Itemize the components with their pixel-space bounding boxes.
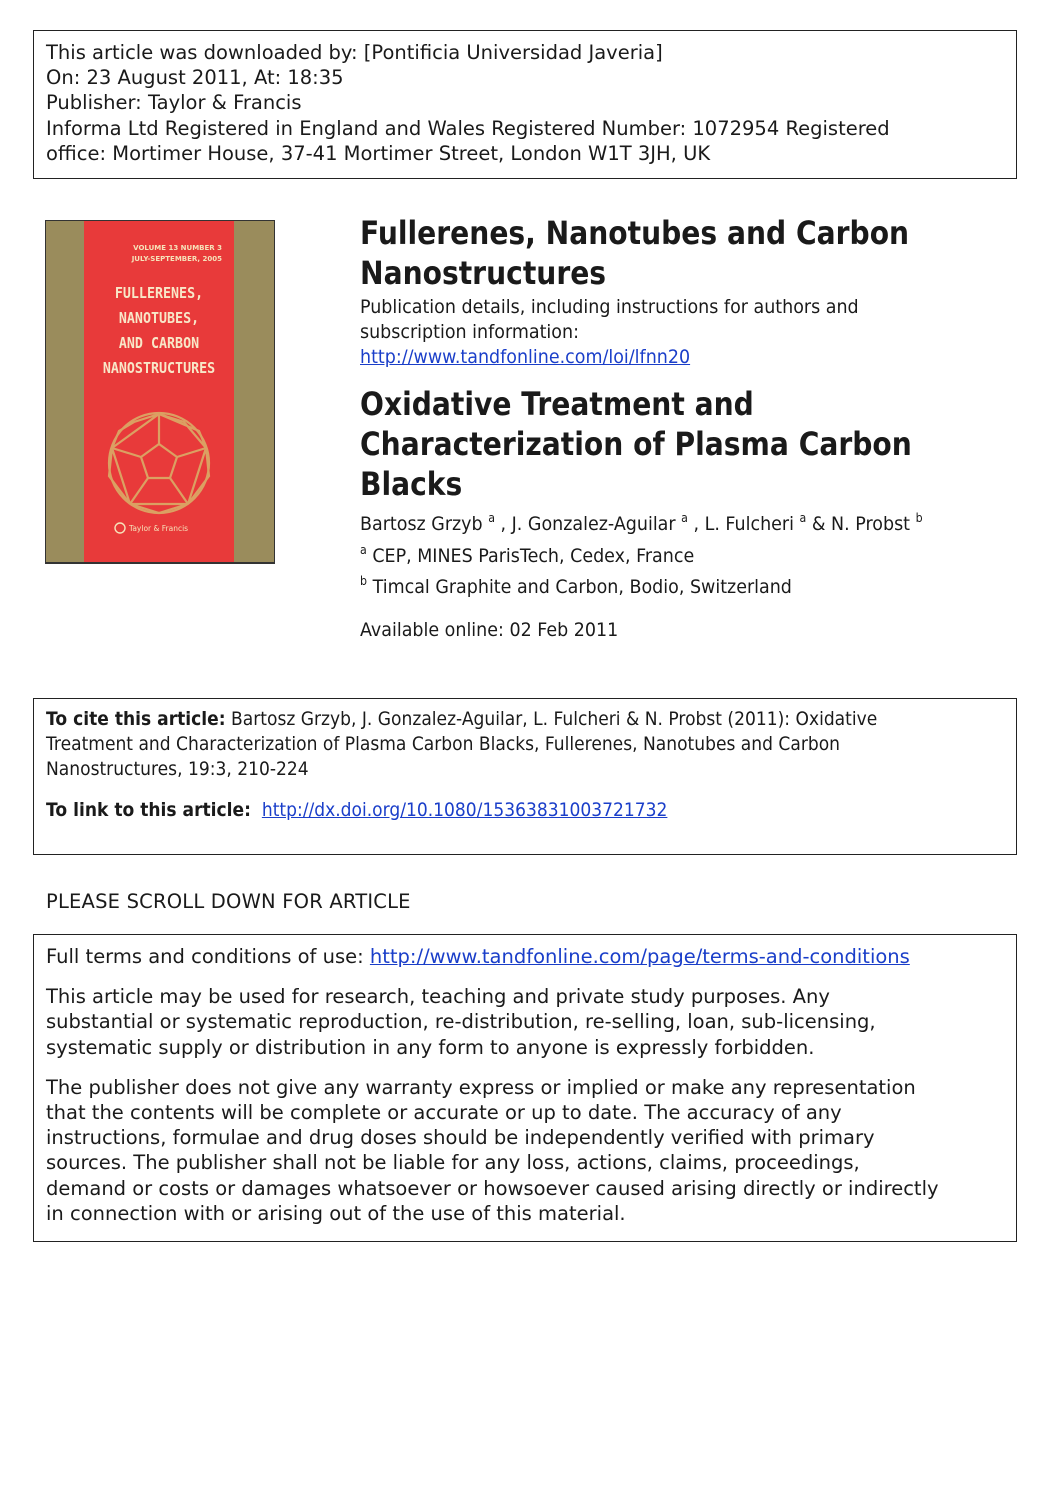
scroll-down-note: PLEASE SCROLL DOWN FOR ARTICLE (46, 890, 411, 913)
download-line: Informa Ltd Registered in England and Wales Registered Number: 1072954 Registered (46, 116, 890, 140)
terms-link[interactable]: http://www.tandfonline.com/page/terms-and-conditions (369, 945, 910, 968)
terms-line: substantial or systematic reproduction, re-distribution, re-selling, loan, sub-licensing, (46, 1010, 876, 1034)
terms-line: demand or costs or damages whatsoever or howsoever caused arising directly or indirectly (46, 1176, 939, 1200)
terms-line: instructions, formulae and drug doses should be independently verified with primary (46, 1126, 875, 1150)
doi-link[interactable]: http://dx.doi.org/10.1080/15363831003721732 (261, 799, 668, 821)
journal-title-line: Fullerenes, Nanotubes and Carbon (360, 214, 910, 252)
cover-volume-text (132, 243, 222, 265)
affiliation-mark: a (360, 543, 367, 557)
author-name: N. Probst (831, 513, 911, 535)
author-name: J. Gonzalez-Aguilar (511, 513, 676, 535)
cover-volume-line: VOLUME 13 NUMBER 3 (133, 244, 222, 252)
journal-cover-image (45, 220, 275, 564)
author-separator: , (687, 513, 705, 535)
terms-line: The publisher does not give any warranty express or implied or make any representation (46, 1075, 916, 1099)
journal-title (360, 214, 958, 293)
publisher-logo-text: Taylor & Francis (129, 524, 189, 533)
affiliation-b (360, 574, 792, 600)
author-separator: , (494, 513, 512, 535)
terms-paragraph-1 (46, 984, 1004, 1060)
journal-url-link[interactable]: http://www.tandfonline.com/loi/lfnn20 (360, 346, 691, 368)
cover-red-panel (84, 221, 234, 562)
cite-line: Bartosz Grzyb, J. Gonzalez-Aguilar, L. Fulcheri & N. Probst (2011): Oxidative (225, 708, 878, 730)
link-label: To link to this article: (46, 799, 251, 821)
author-affiliation-mark: b (915, 511, 923, 525)
author-list (360, 511, 1004, 537)
citation-text (46, 707, 1000, 823)
fullerene-ball-icon (102, 406, 216, 520)
article-title-line: Blacks (360, 465, 463, 503)
cover-title-line: FULLERENES, (114, 284, 204, 302)
affiliation-text: CEP, MINES ParisTech, Cedex, France (366, 545, 695, 567)
author-affiliation-mark: a (488, 511, 495, 525)
terms-line: sources. The publisher shall not be liable for any loss, actions, claims, proceedings, (46, 1151, 860, 1175)
publication-details (360, 295, 949, 370)
terms-box (33, 934, 1017, 1242)
cite-label: To cite this article: (46, 708, 226, 730)
publisher-logo-icon (114, 521, 204, 535)
terms-intro (46, 944, 1004, 969)
download-line: office: Mortimer House, 37-41 Mortimer Street, London W1T 3JH, UK (46, 141, 711, 165)
cover-issue-line: JULY-SEPTEMBER, 2005 (131, 255, 222, 263)
citation-box (33, 698, 1017, 855)
cover-title-line: NANOTUBES, (118, 309, 200, 327)
details-line: subscription information: (360, 321, 579, 343)
affiliation-a (360, 543, 694, 569)
author-separator: & (806, 513, 832, 535)
available-online-date: Available online: 02 Feb 2011 (360, 619, 619, 641)
download-notice-box (33, 30, 1017, 179)
author-name: Bartosz Grzyb (360, 513, 483, 535)
author-affiliation-mark: a (681, 511, 688, 525)
download-line: Publisher: Taylor & Francis (46, 91, 302, 115)
journal-title-line: Nanostructures (360, 253, 607, 292)
download-line: On: 23 August 2011, At: 18:35 (46, 66, 344, 90)
affiliation-mark: b (360, 574, 368, 588)
cite-link-row (46, 798, 1000, 823)
cover-title (95, 281, 224, 381)
terms-intro-text: Full terms and conditions of use: (46, 945, 370, 968)
terms-line: systematic supply or distribution in any form to anyone is expressly forbidden. (46, 1035, 815, 1059)
terms-paragraph-2 (46, 1075, 1004, 1226)
download-line: This article was downloaded by: [Pontificia Universidad Javeria] (46, 41, 663, 64)
author-name: L. Fulcheri (704, 513, 794, 535)
cover-title-line: AND CARBON (118, 334, 200, 352)
cite-line: Treatment and Characterization of Plasma Carbon Blacks, Fullerenes, Nanotubes and Carbon (46, 733, 841, 755)
cover-title-line: NANOSTRUCTURES (102, 359, 216, 377)
terms-line: that the contents will be complete or accurate or up to date. The accuracy of any (46, 1101, 842, 1125)
details-line: Publication details, including instructions for authors and (360, 296, 859, 318)
author-affiliation-mark: a (799, 511, 807, 525)
terms-line: in connection with or arising out of the use of this material. (46, 1201, 626, 1225)
article-title (360, 384, 976, 504)
affiliation-text: Timcal Graphite and Carbon, Bodio, Switzerland (367, 576, 792, 598)
article-title-line: Oxidative Treatment and (360, 385, 754, 423)
terms-line: This article may be used for research, teaching and private study purposes. Any (46, 985, 830, 1009)
article-title-line: Characterization of Plasma Carbon (360, 425, 912, 463)
cite-line: Nanostructures, 19:3, 210-224 (46, 758, 309, 780)
